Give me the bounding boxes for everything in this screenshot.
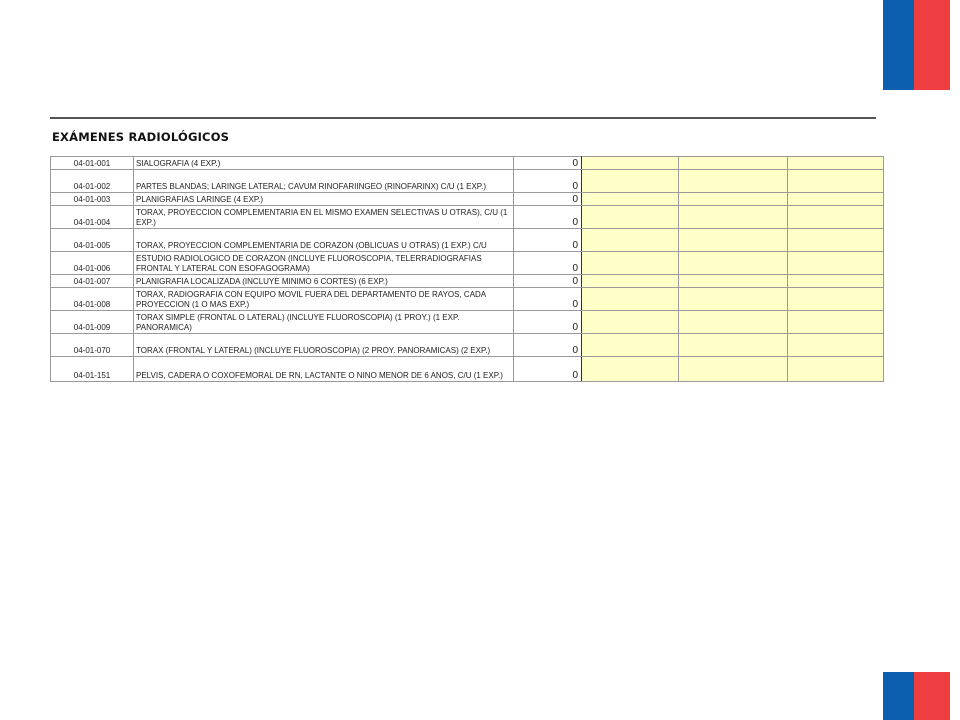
- input-cell[interactable]: [788, 229, 884, 252]
- top-rule: [50, 117, 876, 119]
- exam-value-cell[interactable]: 0: [514, 206, 582, 229]
- input-cell[interactable]: [679, 170, 788, 193]
- input-cell[interactable]: [582, 157, 679, 170]
- exam-description: ESTUDIO RADIOLOGICO DE CORAZON (INCLUYE FLUOROSCOPIA, TELERRADIOGRAFIAS FRONTAL Y LATERAL CON ESOFAGOGRAMA): [134, 252, 514, 275]
- input-cell[interactable]: [679, 334, 788, 357]
- input-cell[interactable]: [679, 193, 788, 206]
- input-cell[interactable]: [679, 275, 788, 288]
- table-row: [51, 288, 884, 311]
- input-cell[interactable]: [679, 311, 788, 334]
- input-cell[interactable]: [788, 357, 884, 382]
- table-row: [51, 311, 884, 334]
- exam-code: 04-01-007: [51, 275, 134, 288]
- exam-value-cell[interactable]: 0: [514, 357, 582, 382]
- section-title: EXÁMENES RADIOLÓGICOS: [52, 130, 230, 144]
- exam-description: TORAX, PROYECCION COMPLEMENTARIA DE CORAZON (OBLICUAS U OTRAS) (1 EXP.) C/U: [134, 229, 514, 252]
- input-cell[interactable]: [788, 170, 884, 193]
- input-cell[interactable]: [582, 193, 679, 206]
- exam-value-cell[interactable]: 0: [514, 252, 582, 275]
- input-cell[interactable]: [582, 206, 679, 229]
- table-row: [51, 206, 884, 229]
- exam-description: TORAX, PROYECCION COMPLEMENTARIA EN EL MISMO EXAMEN SELECTIVAS U OTRAS), C/U (1 EXP.): [134, 206, 514, 229]
- exam-description: SIALOGRAFIA (4 EXP.): [134, 157, 514, 170]
- input-cell[interactable]: [582, 311, 679, 334]
- input-cell[interactable]: [679, 357, 788, 382]
- exam-value-cell[interactable]: 0: [514, 288, 582, 311]
- table-row: [51, 334, 884, 357]
- exam-code: 04-01-002: [51, 170, 134, 193]
- exam-value-cell[interactable]: 0: [514, 275, 582, 288]
- exam-value-cell[interactable]: 0: [514, 157, 582, 170]
- exam-table: [50, 156, 884, 382]
- input-cell[interactable]: [679, 252, 788, 275]
- exam-description: PLANIGRAFIAS LARINGE (4 EXP.): [134, 193, 514, 206]
- exam-code: 04-01-009: [51, 311, 134, 334]
- input-cell[interactable]: [582, 288, 679, 311]
- input-cell[interactable]: [679, 157, 788, 170]
- exam-code: 04-01-008: [51, 288, 134, 311]
- input-cell[interactable]: [788, 275, 884, 288]
- exam-value-cell[interactable]: 0: [514, 193, 582, 206]
- input-cell[interactable]: [582, 275, 679, 288]
- table-row: [51, 229, 884, 252]
- exam-description: PARTES BLANDAS; LARINGE LATERAL; CAVUM RINOFARIINGEO (RINOFARINX) C/U (1 EXP.): [134, 170, 514, 193]
- table-row: [51, 252, 884, 275]
- exam-code: 04-01-006: [51, 252, 134, 275]
- input-cell[interactable]: [582, 357, 679, 382]
- table-row: [51, 275, 884, 288]
- flag-blue-stripe: [883, 0, 914, 90]
- input-cell[interactable]: [582, 170, 679, 193]
- input-cell[interactable]: [788, 157, 884, 170]
- exam-description: PELVIS, CADERA O COXOFEMORAL DE RN, LACTANTE O NINO MENOR DE 6 ANOS, C/U (1 EXP.): [134, 357, 514, 382]
- exam-description: TORAX (FRONTAL Y LATERAL) (INCLUYE FLUOROSCOPIA) (2 PROY. PANORAMICAS) (2 EXP.): [134, 334, 514, 357]
- input-cell[interactable]: [582, 252, 679, 275]
- spreadsheet-excerpt: [50, 117, 876, 382]
- flag-red-stripe: [914, 0, 950, 90]
- table-row: [51, 157, 884, 170]
- input-cell[interactable]: [679, 206, 788, 229]
- input-cell[interactable]: [788, 311, 884, 334]
- exam-value-cell[interactable]: 0: [514, 311, 582, 334]
- exam-description: TORAX SIMPLE (FRONTAL O LATERAL) (INCLUYE FLUOROSCOPIA) (1 PROY.) (1 EXP. PANORAMICA): [134, 311, 514, 334]
- input-cell[interactable]: [679, 229, 788, 252]
- flag-blue-stripe: [883, 672, 914, 720]
- input-cell[interactable]: [582, 334, 679, 357]
- exam-code: 04-01-070: [51, 334, 134, 357]
- input-cell[interactable]: [788, 288, 884, 311]
- input-cell[interactable]: [788, 252, 884, 275]
- exam-code: 04-01-151: [51, 357, 134, 382]
- input-cell[interactable]: [788, 334, 884, 357]
- input-cell[interactable]: [679, 288, 788, 311]
- input-cell[interactable]: [582, 229, 679, 252]
- exam-code: 04-01-004: [51, 206, 134, 229]
- flag-logo-bottom: [883, 672, 950, 720]
- flag-logo-top: [883, 0, 950, 90]
- table-row: [51, 357, 884, 382]
- exam-description: PLANIGRAFIA LOCALIZADA (INCLUYE MINIMO 6 CORTES) (6 EXP.): [134, 275, 514, 288]
- exam-code: 04-01-003: [51, 193, 134, 206]
- flag-red-stripe: [914, 672, 950, 720]
- exam-description: TORAX, RADIOGRAFIA CON EQUIPO MOVIL FUERA DEL DEPARTAMENTO DE RAYOS, CADA PROYECCION (1 O MAS EXP.): [134, 288, 514, 311]
- input-cell[interactable]: [788, 193, 884, 206]
- exam-code: 04-01-005: [51, 229, 134, 252]
- exam-value-cell[interactable]: 0: [514, 334, 582, 357]
- exam-value-cell[interactable]: 0: [514, 170, 582, 193]
- input-cell[interactable]: [788, 206, 884, 229]
- table-row: [51, 170, 884, 193]
- exam-value-cell[interactable]: 0: [514, 229, 582, 252]
- exam-code: 04-01-001: [51, 157, 134, 170]
- table-row: [51, 193, 884, 206]
